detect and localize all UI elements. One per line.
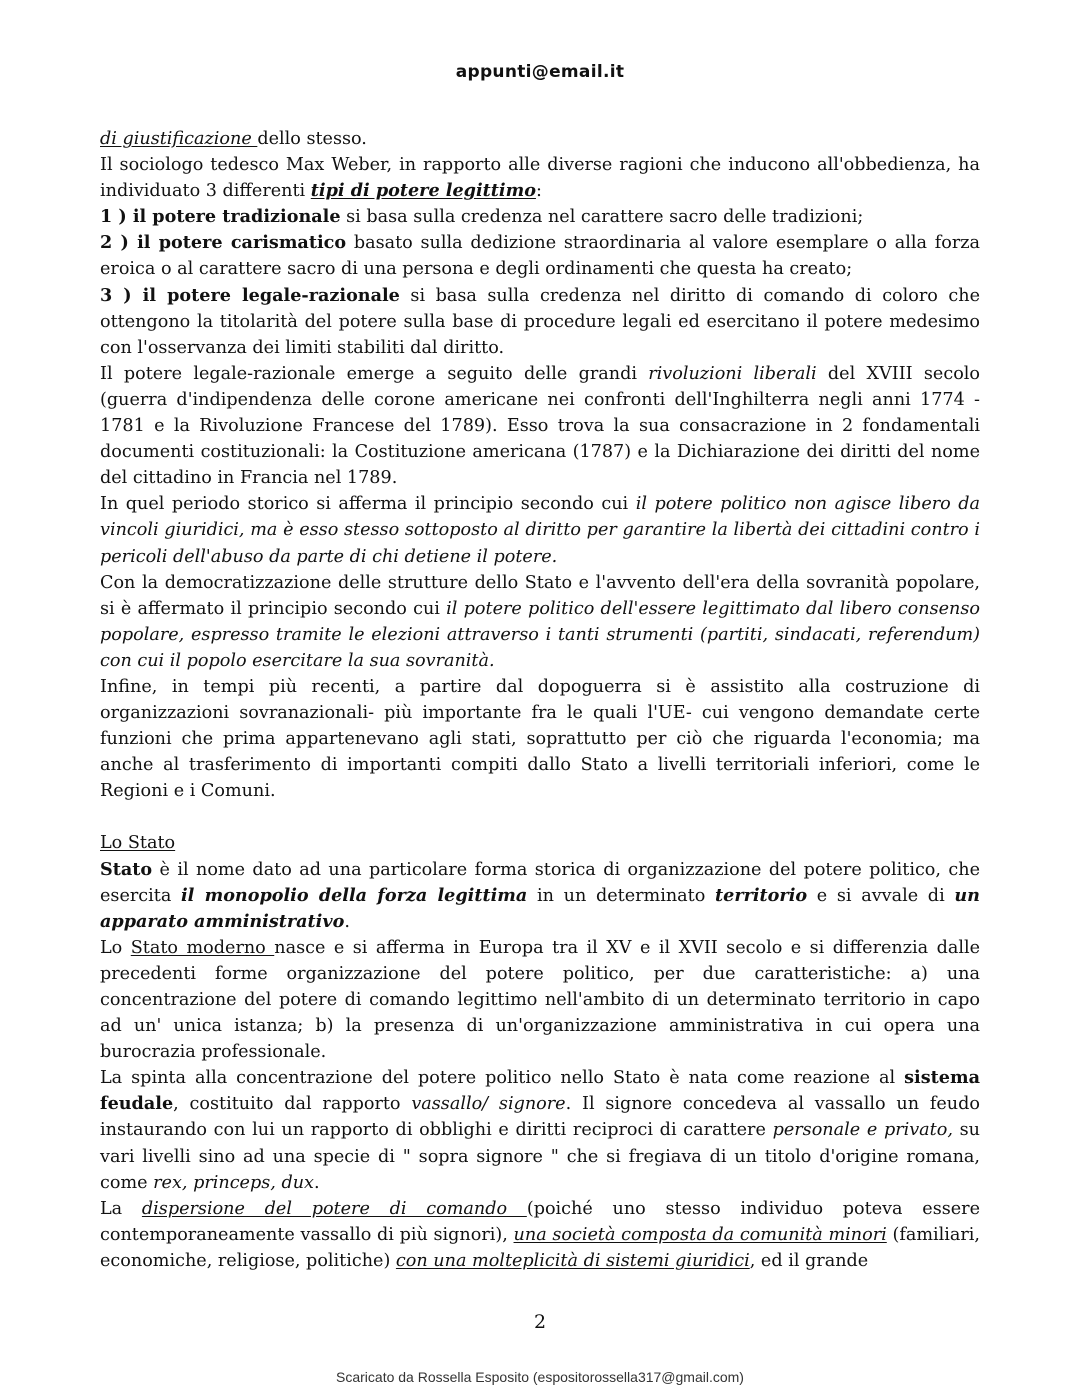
text-run: (poiché uno stesso individuo poteva essere contemporaneamente vassallo di più signori), <box>100 1198 980 1245</box>
text-run: (familiari, economiche, religiose, politiche) <box>100 1224 980 1271</box>
text-run: e si avvale di <box>807 885 955 906</box>
text-run: , ed il grande <box>749 1250 869 1271</box>
blank-line <box>100 804 980 830</box>
list-item <box>100 283 980 361</box>
bold-term: sistema feudale <box>100 1067 980 1115</box>
text-run: In quel periodo storico si afferma il principio secondo cui <box>100 494 636 515</box>
text-run: nasce e si afferma in Europa tra il XV e il XVII secolo e si differenzia dalle precedenti forme organizzazione del potere politico, per due caratteristiche: a) una concentrazione del potere di comando legittimo nell'ambito di un determinato territorio in capo ad un' unica istanza; b) la presenza di un'organizzazione amministrativa in cui opera una burocrazia professionale. <box>100 937 980 1063</box>
list-item-heading: 1 ) il potere tradizionale <box>100 206 341 228</box>
section-title <box>100 830 980 856</box>
download-footer: Scaricato da Rossella Esposito (espositorossella317@gmail.com) <box>336 1369 744 1385</box>
paragraph <box>100 491 980 569</box>
text-run: . <box>313 1172 320 1193</box>
paragraph <box>100 361 980 491</box>
text-run: del XVIII secolo (guerra d'indipendenza delle corone americane nei confronti dell'Inghilterra negli anni 1774 - 1781 e la Rivoluzione Francese del 1789). Esso trova la sua consacrazione in 2 fondamentali documenti costituzionali: la Costituzione americana (1787) e la Dichiarazione dei diritti del nome del cittadino in Francia nel 1789. <box>100 363 981 489</box>
list-item <box>100 230 980 282</box>
text-run: Il potere legale-razionale emerge a seguito delle grandi <box>100 363 649 384</box>
underlined-phrase: dispersione del potere di comando <box>141 1198 527 1219</box>
paragraph <box>100 570 980 674</box>
text-run: si basa sulla credenza nel diritto di comando di coloro che ottengono la titolarità del potere sulla base di procedure legali ed esercitano il potere medesimo con l'osservanza dei limiti stabiliti dal diritto. <box>100 285 980 358</box>
text-run: si basa sulla credenza nel carattere sacro delle tradizioni; <box>340 207 864 228</box>
text-run: dello stesso. <box>257 129 367 149</box>
paragraph <box>100 1196 980 1274</box>
list-item <box>100 204 980 230</box>
italic-phrase: il potere politico dell'essere legittimato dal libero consenso popolare, espresso tramite le elezioni attraverso i tanti strumenti (partiti, sindacati, referendum) con cui il popolo esercitare la sua sovranità. <box>100 598 981 671</box>
document-body <box>100 126 980 1274</box>
text-run: . <box>344 911 350 932</box>
text-run: Il sociologo tedesco Max Weber, in rapporto alle diverse ragioni che inducono all'obbedienza, ha individuato 3 differenti <box>100 155 980 202</box>
italic-phrase: personale e privato, <box>772 1120 953 1141</box>
header-email: appunti@email.it <box>455 62 625 82</box>
underlined-phrase: una società composta da comunità minori <box>513 1224 887 1245</box>
bold-term: Stato <box>100 858 153 880</box>
text-run: è il nome dato ad una particolare forma storica di organizzazione del potere politico, che esercita <box>100 859 980 906</box>
text-run: in un determinato <box>527 885 716 906</box>
list-item-heading: 3 ) il potere legale-razionale <box>100 284 400 306</box>
italic-phrase: vassallo/ signore <box>411 1094 566 1115</box>
paragraph <box>100 126 980 152</box>
italic-phrase: rivoluzioni liberali <box>648 363 817 384</box>
text-run: : <box>535 181 542 202</box>
text-run: La <box>100 1198 142 1219</box>
text-run: Con la democratizzazione delle strutture dello Stato e l'avvento dell'era della sovranità popolare, si è affermato il principio secondo cui <box>100 572 980 619</box>
underlined-phrase: di giustificazione <box>100 129 258 149</box>
underlined-phrase: tipi di potere legittimo <box>310 180 536 202</box>
section-title-text: Lo Stato <box>100 833 176 854</box>
paragraph <box>100 935 980 1065</box>
bold-italic-phrase: un apparato amministrativo <box>100 884 980 932</box>
bold-italic-phrase: territorio <box>715 884 808 906</box>
text-run: Lo <box>100 937 131 958</box>
paragraph <box>100 1065 980 1195</box>
text-run: La spinta alla concentrazione del potere politico nello Stato è nata come reazione al <box>100 1068 905 1089</box>
italic-phrase: rex, princeps, dux <box>153 1172 314 1193</box>
underlined-phrase: con una molteplicità di sistemi giuridici <box>395 1250 750 1271</box>
italic-phrase: il potere politico non agisce libero da vincoli giuridici, ma è esso stesso sottoposto al diritto per garantire la libertà dei cittadini contro i pericoli dell'abuso da parte di chi detiene il potere. <box>100 494 980 567</box>
paragraph <box>100 857 980 935</box>
list-item-heading: 2 ) il potere carismatico <box>100 232 347 254</box>
text-run: , costituito dal rapporto <box>173 1094 412 1115</box>
bold-italic-phrase: il monopolio della forza legittima <box>181 884 528 906</box>
paragraph: Infine, in tempi più recenti, a partire dal dopoguerra si è assistito alla costruzione di organizzazioni sovranazionali- più importante fra le quali l'UE- cui vengono demandate certe funzioni che prima appartenevano agli stati, soprattutto per ciò che riguarda l'economia; ma anche al trasferimento di importanti compiti dallo Stato a livelli territoriali inferiori, come le Regioni e i Comuni. <box>100 676 980 802</box>
text-run: su vari livelli sino ad una specie di " sopra signore " che si fregiava di un titolo d'origine romana, come <box>100 1120 980 1193</box>
paragraph <box>100 152 980 204</box>
underlined-phrase: Stato moderno <box>130 937 275 958</box>
text-run: basato sulla dedizione straordinaria al valore esemplare o alla forza eroica o al carattere sacro di una persona e degli ordinamenti che questa ha creato; <box>100 233 980 280</box>
text-run: . Il signore concedeva al vassallo un feudo instaurando con lui un rapporto di obblighi e diritti reciproci di carattere <box>100 1094 980 1141</box>
page-number: 2 <box>533 1311 547 1333</box>
